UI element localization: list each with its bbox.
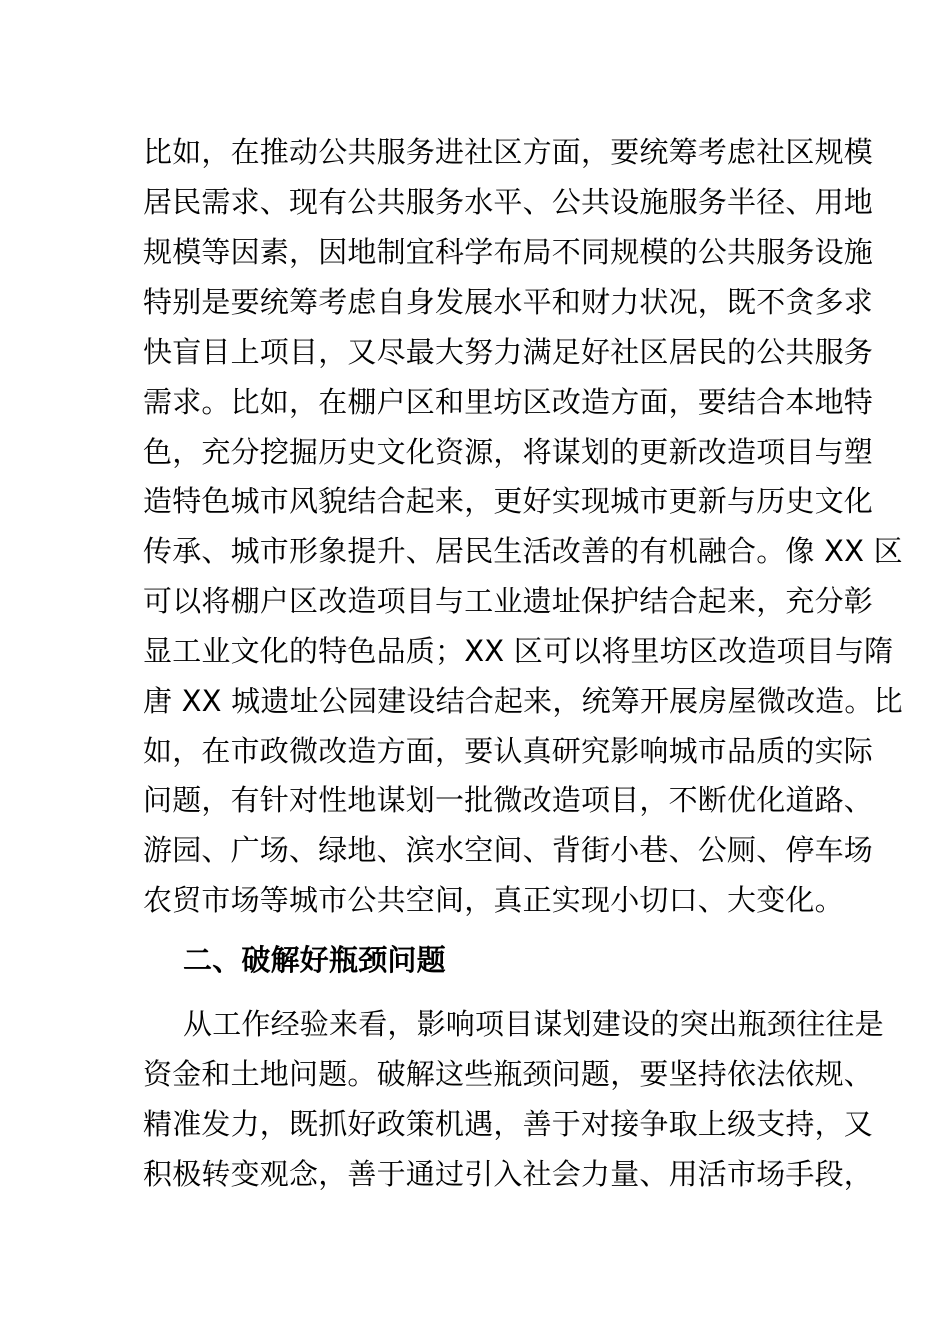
paragraph-line: 快盲目上项目，又尽最大努力满足好社区居民的公共服务 bbox=[143, 335, 874, 369]
paragraph-line: 居民需求、现有公共服务水平、公共设施服务半径、用地 bbox=[143, 185, 874, 219]
paragraph-line: 需求。比如，在棚户区和里坊区改造方面，要结合本地特 bbox=[143, 385, 874, 419]
paragraph-line: 精准发力，既抓好政策机遇，善于对接争取上级支持，又 bbox=[143, 1107, 874, 1141]
paragraph-line: 唐 XX 城遗址公园建设结合起来，统筹开展房屋微改造。比 bbox=[143, 684, 903, 718]
paragraph-line: 规模等因素，因地制宜科学布局不同规模的公共服务设施 bbox=[143, 235, 874, 269]
section-heading: 二、破解好瓶颈问题 bbox=[183, 943, 446, 977]
paragraph-line: 积极转变观念，善于通过引入社会力量、用活市场手段， bbox=[143, 1157, 874, 1191]
paragraph-line: 资金和土地问题。破解这些瓶颈问题，要坚持依法依规、 bbox=[143, 1057, 874, 1091]
paragraph-line: 色，充分挖掘历史文化资源，将谋划的更新改造项目与塑 bbox=[143, 435, 874, 469]
paragraph-line: 特别是要统筹考虑自身发展水平和财力状况，既不贪多求 bbox=[143, 285, 874, 319]
paragraph-line: 从工作经验来看，影响项目谋划建设的突出瓶颈往往是 bbox=[183, 1007, 884, 1041]
paragraph-line: 可以将棚户区改造项目与工业遗址保护结合起来，充分彰 bbox=[143, 584, 874, 618]
paragraph-line: 问题，有针对性地谋划一批微改造项目，不断优化道路、 bbox=[143, 783, 874, 817]
paragraph-line: 显工业文化的特色品质；XX 区可以将里坊区改造项目与隋 bbox=[143, 634, 894, 668]
paragraph-line: 造特色城市风貌结合起来，更好实现城市更新与历史文化 bbox=[143, 484, 874, 518]
paragraph-line: 如，在市政微改造方面，要认真研究影响城市品质的实际 bbox=[143, 734, 874, 768]
paragraph-line: 传承、城市形象提升、居民生活改善的有机融合。像 XX 区 bbox=[143, 534, 903, 568]
paragraph-line: 游园、广场、绿地、滨水空间、背街小巷、公厕、停车场 bbox=[143, 833, 874, 867]
paragraph-line: 农贸市场等城市公共空间，真正实现小切口、大变化。 bbox=[143, 883, 844, 917]
paragraph-line: 比如，在推动公共服务进社区方面，要统筹考虑社区规模 bbox=[143, 135, 874, 169]
